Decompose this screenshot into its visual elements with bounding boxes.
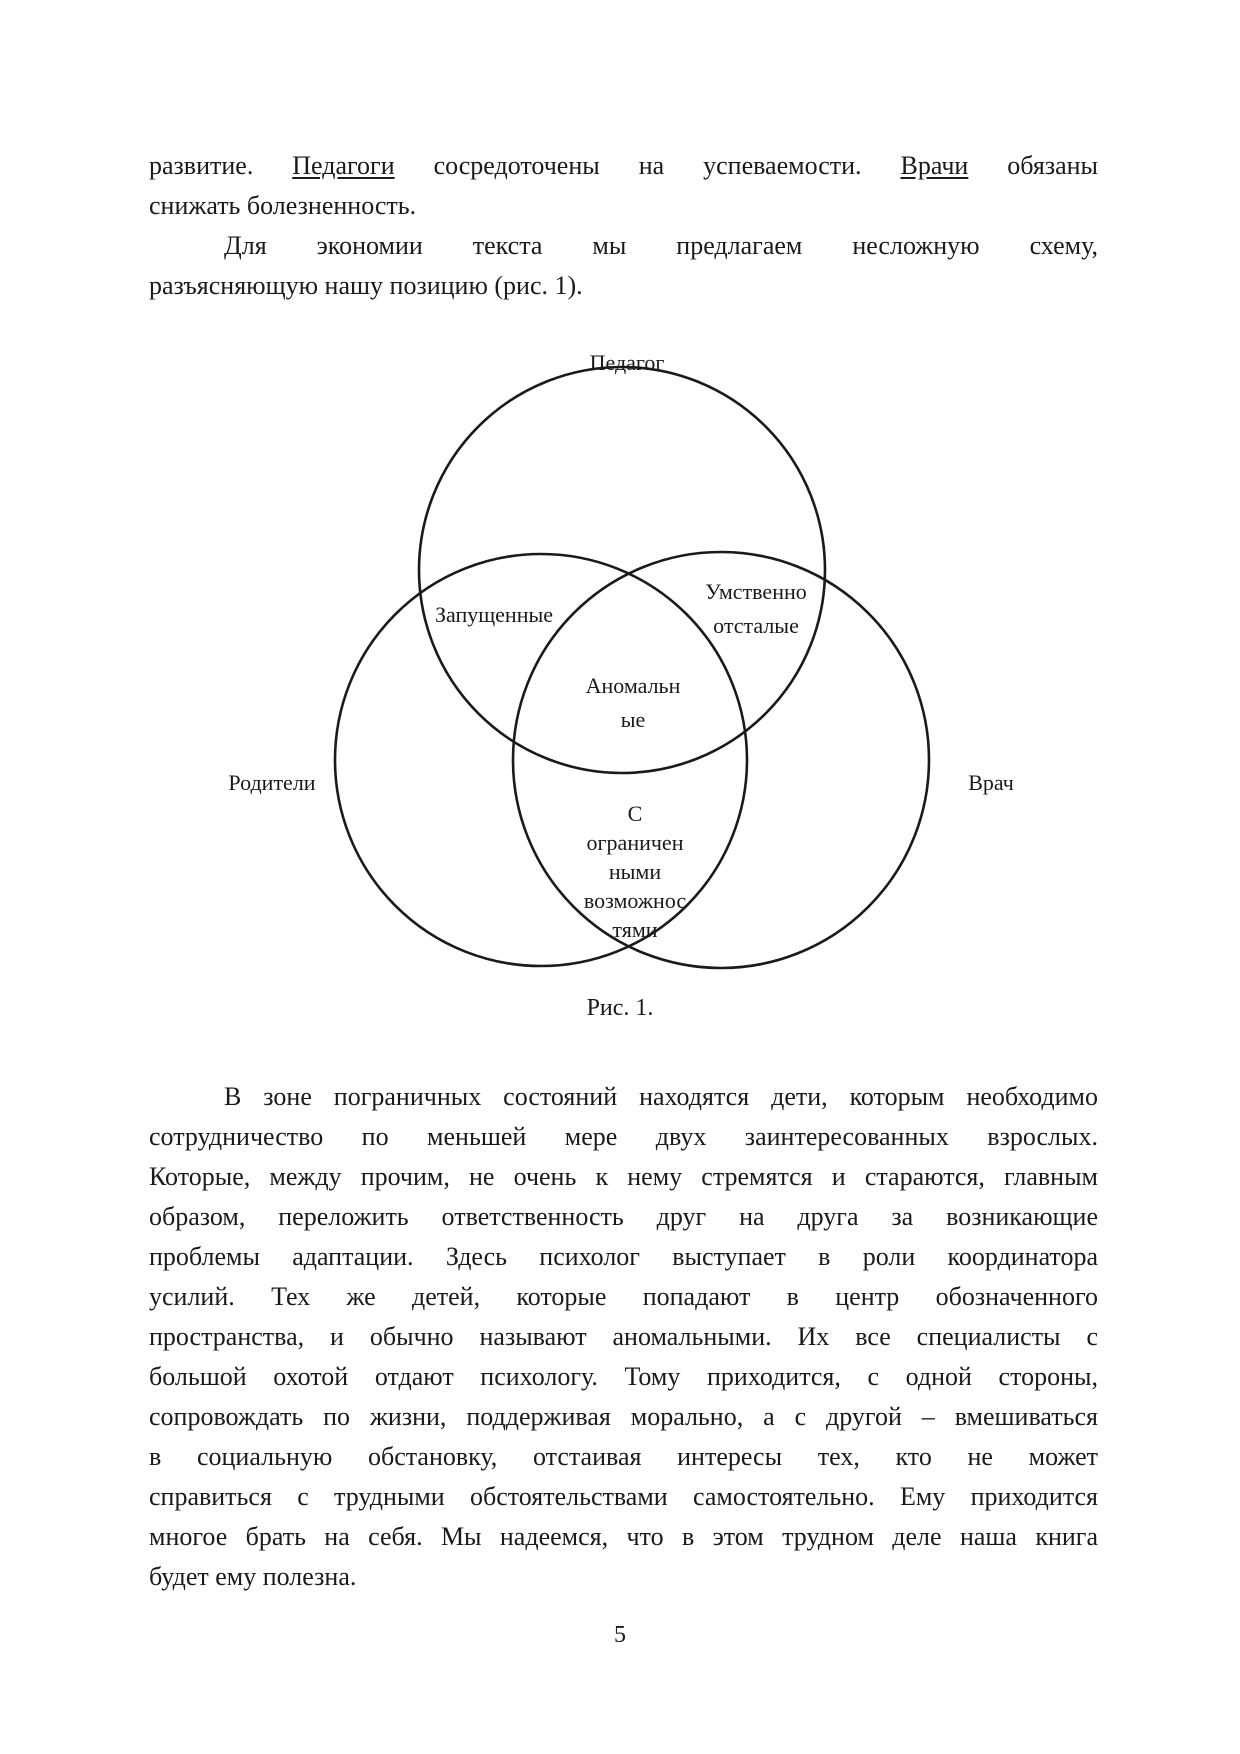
body-line: сопровождать по жизни, поддерживая морально, а с другой – вмешиваться: [149, 1402, 1098, 1431]
body-line: пространства, и обычно называют аномальными. Их все специалисты с: [149, 1322, 1098, 1351]
region-limited-5: тями: [612, 917, 658, 942]
intro-line-3: Для экономии текста мы предлагаем несложную схему,: [224, 231, 1099, 260]
label-teacher: Педагог: [589, 350, 665, 375]
region-limited-4: возможнос: [583, 888, 687, 913]
body-line: в социальную обстановку, отстаивая интересы тех, кто не может: [149, 1442, 1098, 1471]
label-parents: Родители: [228, 770, 316, 795]
body-line: многое брать на себя. Мы надеемся, что в этом трудном деле наша книга: [149, 1522, 1098, 1551]
body-line: проблемы адаптации. Здесь психолог выступает в роли координатора: [149, 1242, 1098, 1271]
figure-caption: Рис. 1.: [586, 995, 654, 1021]
region-neglected: Запущенные: [434, 602, 554, 627]
region-limited-2: ограничен: [586, 830, 684, 855]
region-abnormal-2: ые: [620, 707, 646, 732]
intro-line-4: разъясняющую нашу позицию (рис. 1).: [149, 271, 583, 300]
teachers-term: Педагоги: [292, 151, 395, 180]
page-number: 5: [614, 1622, 626, 1648]
label-doctor: Врач: [968, 770, 1014, 795]
body-line: усилий. Тех же детей, которые попадают в центр обозначенного: [149, 1282, 1098, 1311]
region-limited-1: С: [627, 801, 643, 826]
region-limited-3: ными: [608, 859, 662, 884]
intro-line-1: развитие. Педагоги сосредоточены на успеваемости. Врачи обязаны: [149, 151, 1099, 180]
intro-line-2: снижать болезненность.: [149, 191, 417, 220]
region-retarded-2: отсталые: [713, 613, 799, 638]
body-line: большой охотой отдают психологу. Тому приходится, с одной стороны,: [149, 1362, 1098, 1391]
body-paragraph: [149, 1077, 1098, 1597]
body-line: справиться с трудными обстоятельствами самостоятельно. Ему приходится: [149, 1482, 1098, 1511]
body-line: Которые, между прочим, не очень к нему стремятся и стараются, главным: [149, 1162, 1098, 1191]
body-line: будет ему полезна.: [149, 1562, 357, 1591]
body-line: сотрудничество по меньшей мере двух заинтересованных взрослых.: [149, 1122, 1098, 1151]
region-abnormal-1: Аномальн: [585, 673, 681, 698]
region-retarded-1: Умственно: [705, 579, 807, 604]
body-line: образом, переложить ответственность друг на друга за возникающие: [149, 1202, 1098, 1231]
doctors-term: Врачи: [900, 151, 969, 180]
body-line: В зоне пограничных состояний находятся дети, которым необходимо: [224, 1082, 1098, 1111]
